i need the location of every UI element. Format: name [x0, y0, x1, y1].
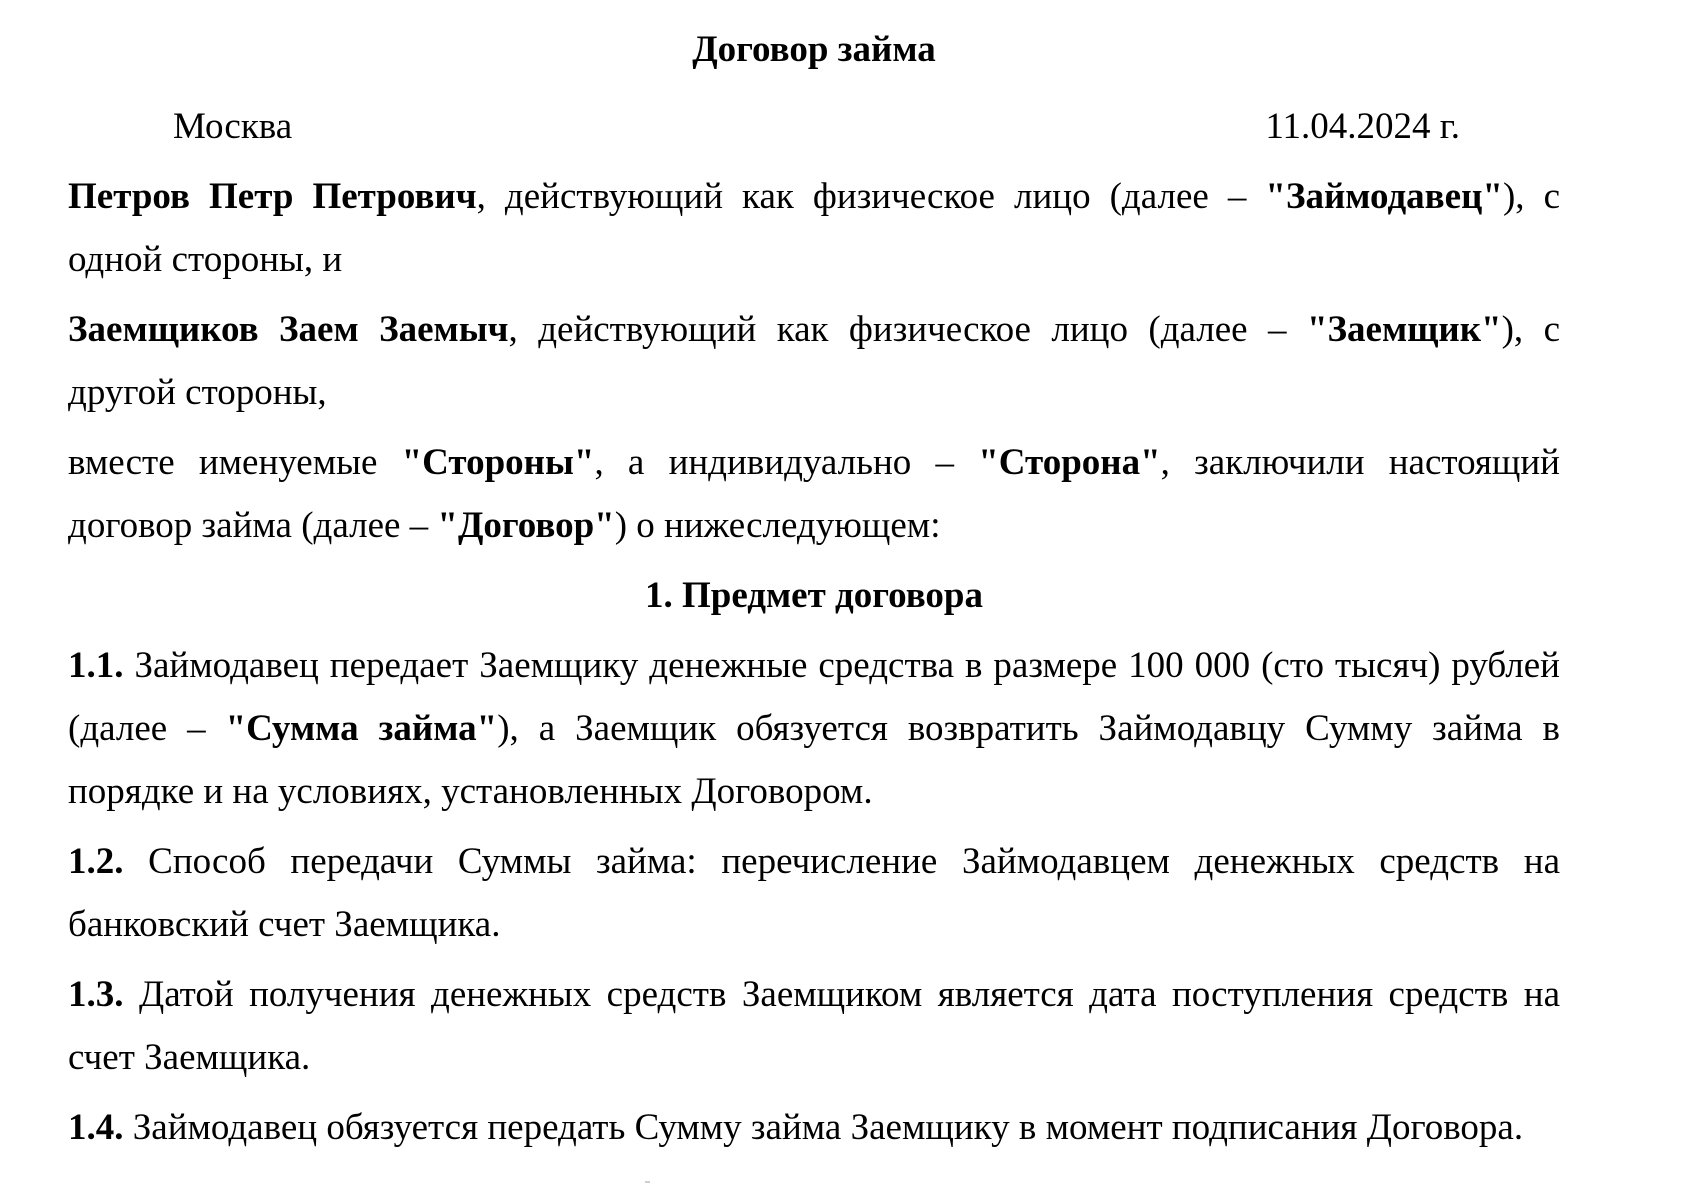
bold-text-run: "Заемщик" [1306, 309, 1502, 350]
dateline-city: Москва [173, 106, 293, 147]
text-run: ) о нижеследующем: [614, 505, 941, 546]
bold-text-run: 1.2. [68, 841, 124, 882]
bold-text-run: 1.1. [68, 645, 124, 686]
text-run: Способ передачи Суммы займа: перечисление Займодавцем денежных средств на банковский счет Заемщика. [68, 841, 1560, 945]
bold-text-run: "Стороны" [401, 442, 595, 483]
bold-text-run: "Сумма займа" [225, 708, 498, 749]
text-run: , действующий как физическое лицо (далее – [476, 176, 1266, 217]
text-run: Датой получения денежных средств Заемщиком является дата поступления средств на счет Заемщика. [68, 974, 1560, 1078]
document-body [68, 165, 1560, 1159]
bold-text-run: "Договор" [437, 505, 615, 546]
text-run: , а индивидуально – [594, 442, 979, 483]
paragraph [68, 165, 1560, 291]
paragraph [68, 634, 1560, 823]
bold-text-run: Заемщиков Заем Заемыч [68, 309, 509, 350]
dateline [68, 95, 1560, 158]
text-run: Займодавец обязуется передать Сумму займа Заемщику в момент подписания Договора. [123, 1107, 1524, 1148]
text-run: ), а Заемщик обязуется возвратить Займодавцу Сумму займа в порядке и на условиях, установленных Договором. [68, 708, 1561, 812]
paragraph [68, 963, 1560, 1089]
text-run: , действующий как физическое лицо (далее – [508, 309, 1307, 350]
section-heading: 1. Предмет договора [644, 575, 984, 616]
bold-text-run: "Сторона" [978, 442, 1161, 483]
text-run: ), с другой стороны, [68, 309, 1560, 413]
dateline-date: 11.04.2024 г. [1265, 106, 1460, 147]
cut-off-next-line-artifact [645, 1181, 650, 1183]
bold-text-run: "Займодавец" [1265, 176, 1503, 217]
paragraph [68, 431, 1560, 557]
bold-text-run: 1.4. [68, 1107, 124, 1148]
document-title: Договор займа [692, 29, 936, 70]
paragraph [68, 830, 1560, 956]
bold-text-run: Петров Петр Петрович [68, 176, 477, 217]
text-run: , заключили настоящий договор займа (далее – [68, 442, 1560, 546]
text-run: ), с одной стороны, и [68, 176, 1560, 280]
text-run: вместе именуемые [68, 442, 402, 483]
paragraph [68, 298, 1560, 424]
paragraph [68, 1096, 1560, 1159]
bold-text-run: 1.3. [68, 974, 124, 1015]
text-run: Займодавец передает Заемщику денежные средства в размере 100 000 (сто тысяч) рублей (далее – [68, 645, 1560, 749]
